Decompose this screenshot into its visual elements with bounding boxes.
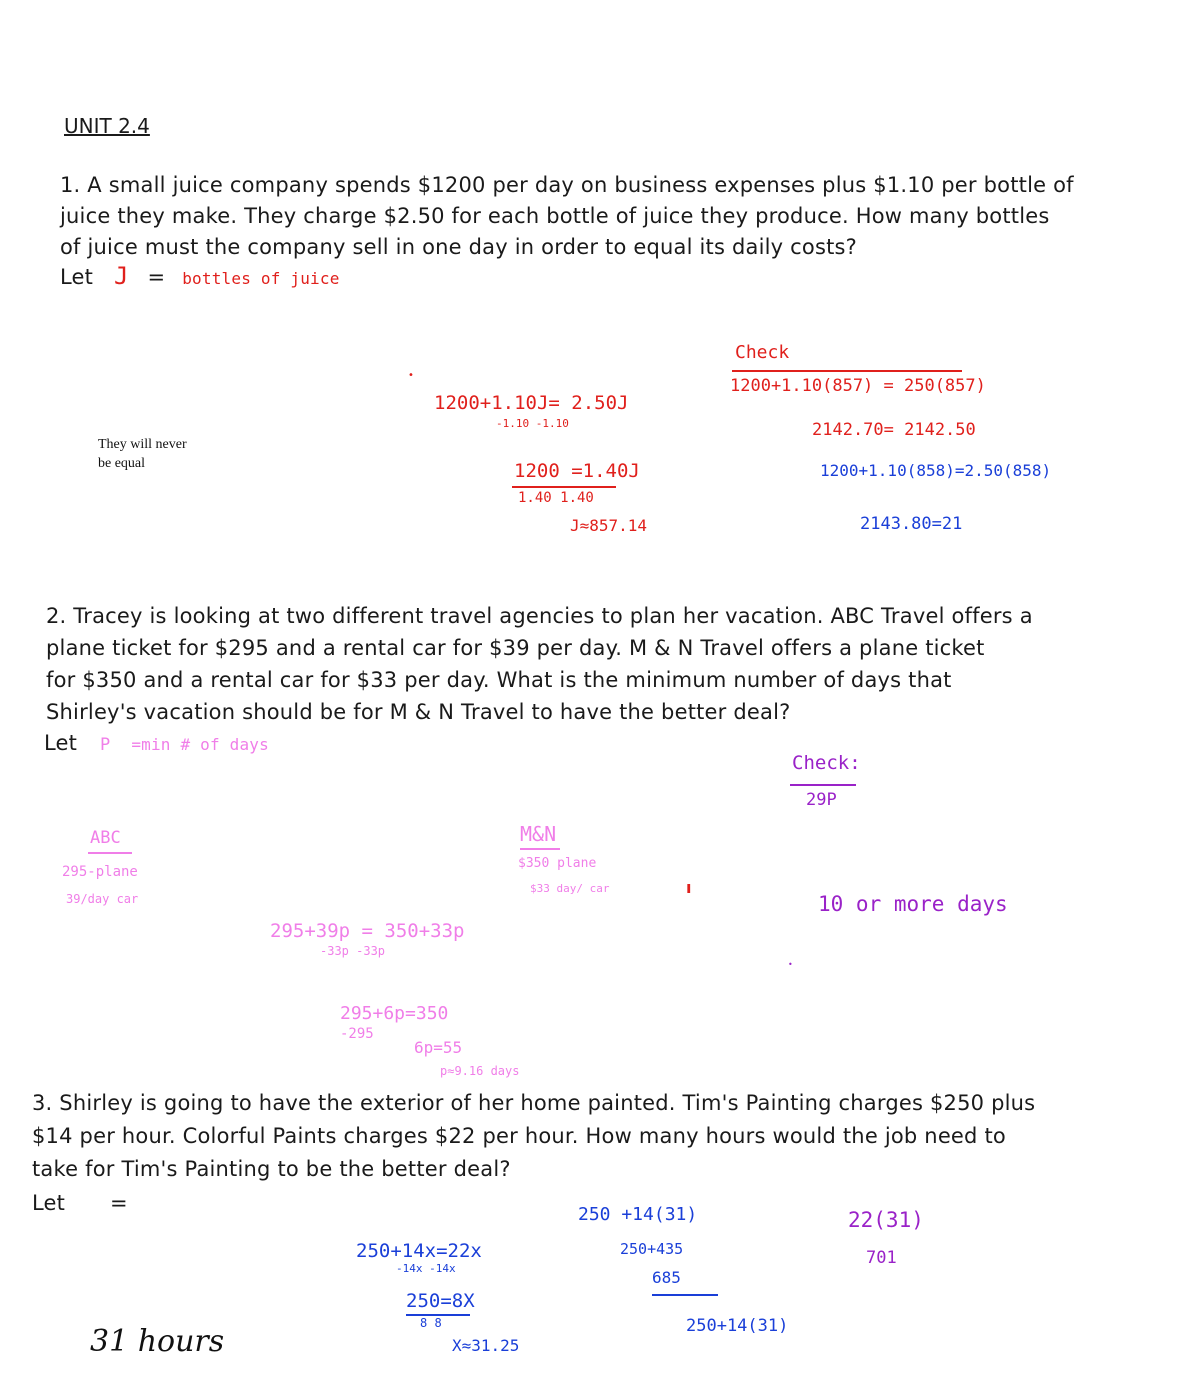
q3-check-line1: 250 +14(31) [578, 1204, 698, 1225]
q2-work-eq2: 295+6p=350 [340, 1003, 449, 1024]
problem-3-text [32, 1087, 1152, 1186]
problem-2-line: plane ticket for $295 and a rental car for $39 per day. M & N Travel offers a plane ticket [46, 636, 985, 660]
q3-work-eq3: X≈31.25 [452, 1336, 520, 1355]
q2-check-value: 29P [806, 790, 837, 810]
q3-answer: 31 hours [90, 1324, 225, 1359]
let-definition: bottles of juice [182, 269, 340, 288]
q3-check-line2: 250+435 [620, 1240, 684, 1258]
problem-2-line: 2. Tracey is looking at two different travel agencies to plan her vacation. ABC Travel offers a [46, 604, 1033, 628]
q2-work-eq1-sub: -33p -33p [320, 944, 386, 958]
abc-line1: 295-plane [62, 864, 138, 880]
check-underline [652, 1294, 718, 1296]
q2-work-eq1: 295+39p = 350+33p [270, 920, 465, 942]
q2-answer: 10 or more days [818, 892, 1008, 916]
let-label: Let [32, 1191, 66, 1215]
problem-1-line: 1. A small juice company spends $1200 per day on business expenses plus $1.10 per bottle of [60, 173, 1074, 197]
q3-work-eq1: 250+14x=22x [356, 1240, 482, 1262]
mn-underline [520, 848, 560, 850]
mn-head: M&N [520, 822, 557, 846]
q3-side-line2: 701 [866, 1248, 897, 1268]
q1-work-eq1: 1200+1.10J= 2.50J [434, 392, 629, 414]
q2-check-label: Check: [792, 752, 861, 774]
stray-mark: ı [686, 878, 692, 897]
note-line: be equal [98, 456, 146, 471]
abc-head: ABC [90, 828, 121, 848]
q2-work-eq4: p≈9.16 days [440, 1064, 520, 1078]
q3-work-eq2-den: 8 8 [420, 1316, 442, 1330]
let-variable: P [99, 735, 111, 755]
problem-3-line: take for Tim's Painting to be the better deal? [32, 1157, 511, 1181]
abc-underline [88, 852, 132, 854]
problem-2-let [44, 728, 269, 761]
note-never-equal [98, 435, 187, 473]
q1-work-eq3: J≈857.14 [570, 516, 648, 535]
fraction-bar [512, 486, 616, 488]
problem-1-line: juice they make. They charge $2.50 for each bottle of juice they produce. How many bottles [60, 204, 1050, 228]
problem-2-line: for $350 and a rental car for $33 per day. What is the minimum number of days that [46, 668, 952, 692]
q2-work-eq3: 6p=55 [414, 1038, 463, 1057]
check-underline [790, 784, 856, 786]
let-definition: =min # of days [131, 735, 269, 754]
q1-work-eq1-sub: -1.10 -1.10 [496, 417, 569, 430]
problem-3-line: $14 per hour. Colorful Paints charges $22 per hour. How many hours would the job need to [32, 1124, 1006, 1148]
q3-side-line1: 22(31) [848, 1208, 924, 1232]
abc-line2: 39/day car [66, 892, 139, 906]
let-equals: = [109, 1191, 128, 1215]
q1-work-eq2: 1200 =1.40J [514, 460, 640, 482]
q3-check-line3: 685 [652, 1268, 681, 1287]
stray-dot: • [788, 960, 793, 969]
q1-check-line2: 2142.70= 2142.50 [812, 420, 976, 440]
unit-title: UNIT 2.4 [64, 114, 150, 138]
problem-1-line: of juice must the company sell in one day in order to equal its daily costs? [60, 235, 858, 259]
q2-work-eq2-sub: -295 [340, 1026, 374, 1042]
problem-2-text [46, 600, 1166, 728]
let-equals: = [147, 265, 166, 289]
mn-line1: $350 plane [518, 856, 597, 871]
problem-1-let [60, 261, 340, 294]
q1-check-line4: 2143.80=21 [860, 514, 963, 534]
q3-check-line4: 250+14(31) [686, 1316, 789, 1336]
problem-3-let [32, 1188, 128, 1219]
check-underline [732, 370, 962, 372]
let-variable: J [113, 262, 129, 290]
q1-check-label: Check [735, 342, 790, 363]
problem-2-line: Shirley's vacation should be for M & N Travel to have the better deal? [46, 700, 791, 724]
q3-work-eq1-sub: -14x -14x [396, 1262, 456, 1275]
mn-line2: $33 day/ car [530, 882, 610, 895]
problem-3-line: 3. Shirley is going to have the exterior of her home painted. Tim's Painting charges $250 plus [32, 1091, 1036, 1115]
stray-dot: • [408, 370, 414, 381]
problem-1-text [60, 170, 1180, 263]
let-label: Let [44, 731, 78, 755]
q1-check-line3: 1200+1.10(858)=2.50(858) [820, 461, 1052, 480]
q3-work-eq2: 250=8X [406, 1290, 475, 1312]
note-line: They will never [98, 437, 187, 452]
let-label: Let [60, 265, 94, 289]
q1-work-eq2-den: 1.40 1.40 [518, 490, 594, 506]
q1-check-line1: 1200+1.10(857) = 250(857) [730, 376, 986, 396]
